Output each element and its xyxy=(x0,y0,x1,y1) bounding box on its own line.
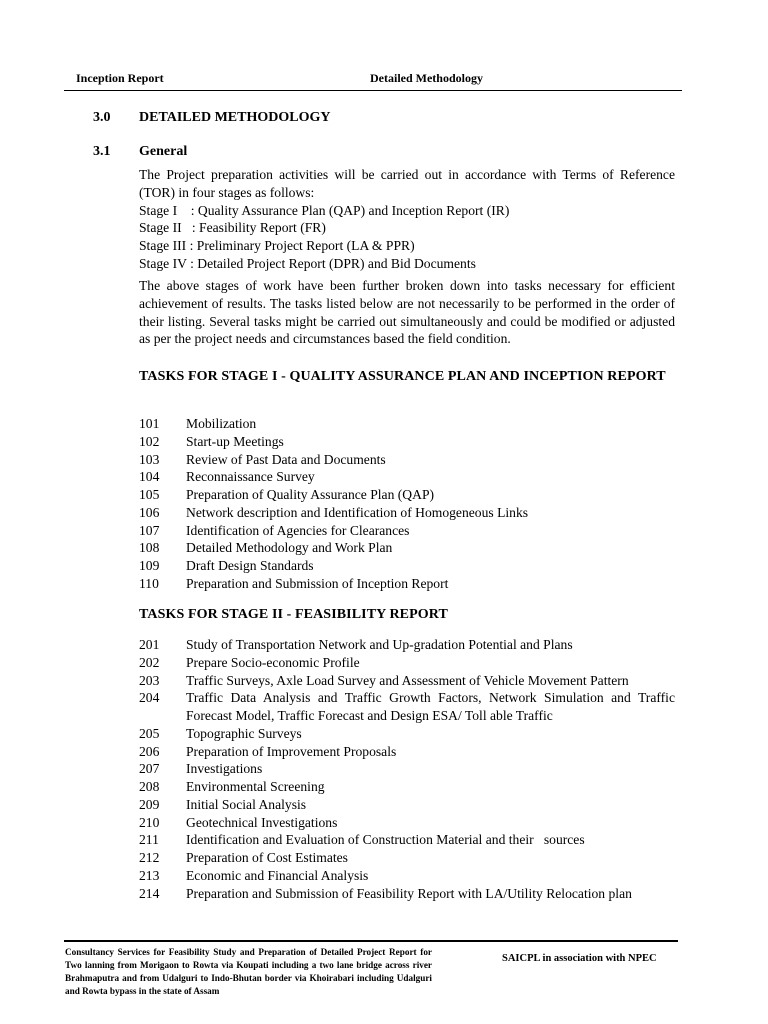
footer-rule xyxy=(64,940,678,942)
task-number: 105 xyxy=(139,487,160,502)
intro-paragraph xyxy=(139,166,675,273)
task-number: 211 xyxy=(139,832,159,848)
task-text: Prepare Socio-economic Profile xyxy=(186,654,360,670)
task-number: 108 xyxy=(139,540,160,556)
task-item xyxy=(139,539,679,557)
header-left-title: Inception Report xyxy=(76,71,164,85)
task-number: 203 xyxy=(139,672,160,688)
header-rule xyxy=(64,90,682,91)
task-item xyxy=(139,654,679,672)
task-text: Traffic Data Analysis and Traffic Growth Factors, Network Simulation and Traffic Forecast Model, Traffic Forecast and Design ESA/ Toll able Traffic xyxy=(186,690,675,723)
stage1-task-list xyxy=(139,415,679,593)
task-number: 104 xyxy=(139,469,160,485)
intro-line: The Project preparation activities will be carried out in accordance with Terms of Reference xyxy=(139,167,675,182)
task-text: Preparation of Improvement Proposals xyxy=(186,743,397,759)
task-item xyxy=(139,672,679,690)
task-item xyxy=(139,575,679,593)
task-text: Geotechnical Investigations xyxy=(186,814,338,830)
footer-project-description: Consultancy Services for Feasibility Study and Preparation of Detailed Project Report for Two lanning from Morigaon to Rowta via Koupati including a two lane bridge across river Brahmaputra and from Udalguri to Indo-Bhutan border via Khoirabari including Udalguri and Rowta bypass in the state of Assam xyxy=(65,947,432,996)
task-item xyxy=(139,522,679,540)
task-text: Preparation and Submission of Inception Report xyxy=(186,575,449,591)
task-text: Study of Transportation Network and Up-gradation Potential and Plans xyxy=(186,637,573,652)
task-text: Topographic Surveys xyxy=(186,725,302,741)
task-text: Draft Design Standards xyxy=(186,558,314,573)
task-text: Economic and Financial Analysis xyxy=(186,867,369,883)
task-number: 209 xyxy=(139,796,160,812)
task-text: Traffic Surveys, Axle Load Survey and Assessment of Vehicle Movement Pattern xyxy=(186,672,629,688)
task-item xyxy=(139,415,679,433)
task-text: Identification and Evaluation of Construction Material and their sources xyxy=(186,832,585,848)
task-item xyxy=(139,725,679,743)
stage2-task-list xyxy=(139,636,679,902)
task-number: 107 xyxy=(139,522,160,538)
header-section-title: Detailed Methodology xyxy=(370,71,483,85)
task-item xyxy=(139,743,679,761)
task-item xyxy=(139,636,679,654)
page-header xyxy=(76,71,682,89)
stage2-heading: TASKS FOR STAGE II - FEASIBILITY REPORT xyxy=(139,607,448,622)
task-item xyxy=(139,796,679,814)
task-item xyxy=(139,433,679,451)
task-item xyxy=(139,557,679,575)
task-number: 212 xyxy=(139,850,160,865)
footer-consultant: SAICPL in association with NPEC xyxy=(502,953,657,964)
task-text: Environmental Screening xyxy=(186,779,325,794)
task-number: 206 xyxy=(139,743,160,759)
stage-line: Stage IV : Detailed Project Report (DPR) and Bid Documents xyxy=(139,255,476,271)
task-number: 109 xyxy=(139,558,160,573)
subsection-number: 3.1 xyxy=(93,144,111,159)
task-text: Detailed Methodology and Work Plan xyxy=(186,540,393,556)
task-text: Investigations xyxy=(186,761,263,777)
task-text: Reconnaissance Survey xyxy=(186,469,315,485)
task-number: 213 xyxy=(139,867,160,883)
intro-line: (TOR) in four stages as follows: xyxy=(139,184,315,200)
stage1-heading: TASKS FOR STAGE I - QUALITY ASSURANCE PLAN AND INCEPTION REPORT xyxy=(139,369,666,384)
task-text: Initial Social Analysis xyxy=(186,796,307,812)
task-item xyxy=(139,760,679,778)
task-number: 207 xyxy=(139,761,160,777)
task-text: Identification of Agencies for Clearances xyxy=(186,522,410,538)
task-number: 214 xyxy=(139,885,160,901)
task-item xyxy=(139,814,679,832)
task-number: 102 xyxy=(139,433,160,449)
task-item xyxy=(139,849,679,867)
task-text: Start-up Meetings xyxy=(186,433,284,449)
task-item xyxy=(139,451,679,469)
task-item xyxy=(139,468,679,486)
task-number: 110 xyxy=(139,575,159,591)
stage-line: Stage III : Preliminary Project Report (LA & PPR) xyxy=(139,238,415,254)
task-item xyxy=(139,486,679,504)
stage-line: Stage I : Quality Assurance Plan (QAP) and Inception Report (IR) xyxy=(139,202,510,218)
task-text: Network description and Identification of Homogeneous Links xyxy=(186,504,529,520)
task-item xyxy=(139,831,679,849)
task-item xyxy=(139,689,679,725)
section-number: 3.0 xyxy=(93,110,111,125)
task-number: 210 xyxy=(139,814,160,830)
subsection-title: General xyxy=(139,144,188,159)
task-number: 204 xyxy=(139,690,160,706)
task-text: Preparation and Submission of Feasibility Report with LA/Utility Relocation plan xyxy=(186,885,632,901)
task-text: Preparation of Quality Assurance Plan (QAP) xyxy=(186,487,435,502)
task-number: 205 xyxy=(139,725,160,741)
methodology-paragraph: The above stages of work have been further broken down into tasks necessary for efficient achievement of results. The tasks listed below are not necessarily to be performed in the order of their listing. Several tasks might be carried out simultaneously and could be modified or adjusted as per the project needs and circumstances based the field condition. xyxy=(139,278,675,347)
stage-line: Stage II : Feasibility Report (FR) xyxy=(139,220,326,236)
task-number: 106 xyxy=(139,504,160,520)
task-text: Review of Past Data and Documents xyxy=(186,451,386,467)
task-number: 201 xyxy=(139,637,160,652)
task-text: Preparation of Cost Estimates xyxy=(186,850,348,865)
section-title: DETAILED METHODOLOGY xyxy=(139,110,331,125)
task-item xyxy=(139,504,679,522)
task-item xyxy=(139,778,679,796)
task-text: Mobilization xyxy=(186,416,257,431)
task-number: 101 xyxy=(139,416,160,431)
task-number: 103 xyxy=(139,451,160,467)
task-item xyxy=(139,885,679,903)
task-number: 202 xyxy=(139,654,160,670)
task-item xyxy=(139,867,679,885)
task-number: 208 xyxy=(139,779,160,794)
